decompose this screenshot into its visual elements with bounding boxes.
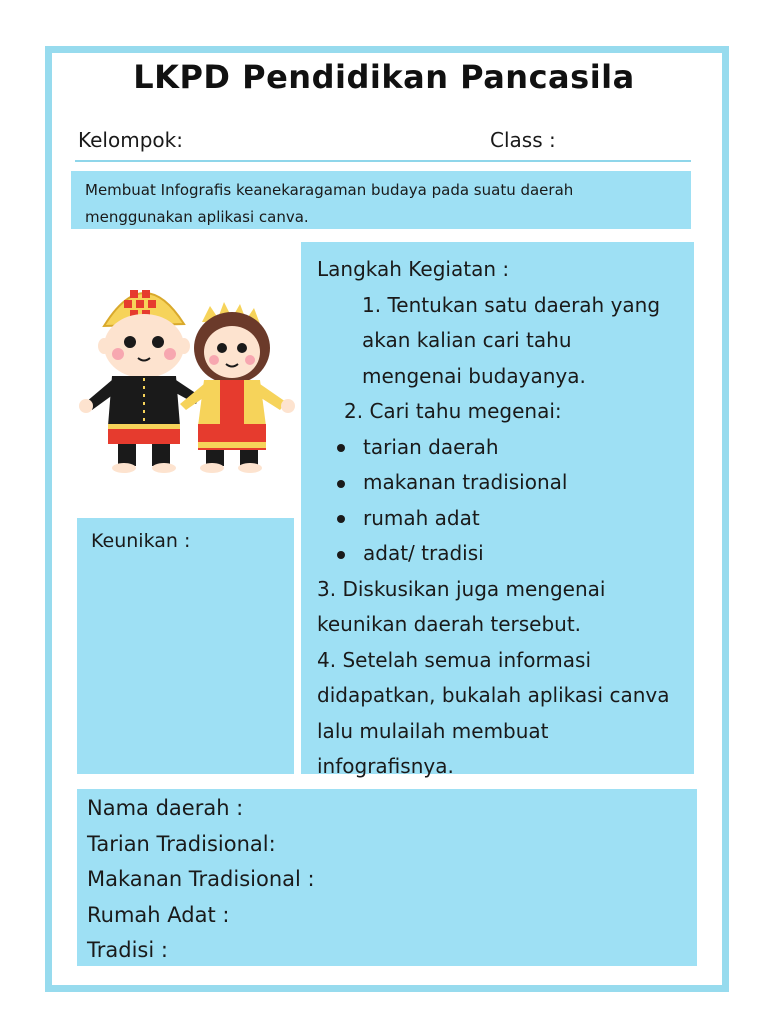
header-divider <box>75 160 691 162</box>
field-nama-daerah: Nama daerah : <box>87 796 244 820</box>
step-4-line-2: didapatkan, bukalah aplikasi canva <box>317 683 670 707</box>
field-makanan-tradisional: Makanan Tradisional : <box>87 867 315 891</box>
bullet-dot-icon <box>337 515 345 523</box>
bullet-item: adat/ tradisi <box>317 536 692 572</box>
field-tradisi: Tradisi : <box>87 938 168 962</box>
bullet-dot-icon <box>337 551 345 559</box>
traditional-costume-children-illustration <box>74 266 299 481</box>
page-title: LKPD Pendidikan Pancasila <box>133 58 635 96</box>
intro-text <box>85 177 675 231</box>
bullet-item: tarian daerah <box>317 430 692 466</box>
bullet-dot-icon <box>337 480 345 488</box>
intro-line-1: Membuat Infografis keanekaragaman budaya pada suatu daerah <box>85 181 574 199</box>
keunikan-label: Keunikan : <box>91 530 191 552</box>
step-4-line-3: lalu mulailah membuat <box>317 718 549 743</box>
boy-figure-icon <box>79 290 200 473</box>
keunikan-panel[interactable] <box>77 518 294 774</box>
step-1-line-2: akan kalian cari tahu <box>362 328 572 352</box>
intro-line-2: menggunakan aplikasi canva. <box>85 208 309 226</box>
bullet-item: makanan tradisional <box>317 465 692 501</box>
region-info-panel[interactable] <box>77 789 697 966</box>
bullet-item: rumah adat <box>317 501 692 537</box>
step-4-line-4: infografisnya. <box>317 754 454 778</box>
bullet-dot-icon <box>337 444 345 452</box>
step-4-line-1: 4. Setelah semua informasi <box>317 647 592 672</box>
step-1-line-3: mengenai budayanya. <box>362 363 586 388</box>
step-3-line-2: keunikan daerah tersebut. <box>317 612 582 636</box>
step-2: 2. Cari tahu megenai: <box>344 399 562 423</box>
field-rumah-adat: Rumah Adat : <box>87 902 230 927</box>
steps-heading: Langkah Kegiatan : <box>317 257 510 281</box>
step-1-line-1: 1. Tentukan satu daerah yang <box>362 292 661 317</box>
kelompok-label: Kelompok: <box>78 128 183 152</box>
class-label: Class : <box>490 128 556 152</box>
field-tarian-tradisional: Tarian Tradisional: <box>87 831 276 856</box>
step-3-line-1: 3. Diskusikan juga mengenai <box>317 576 606 601</box>
intro-panel <box>71 171 691 229</box>
steps-panel <box>301 242 694 778</box>
girl-figure-icon <box>180 302 295 473</box>
